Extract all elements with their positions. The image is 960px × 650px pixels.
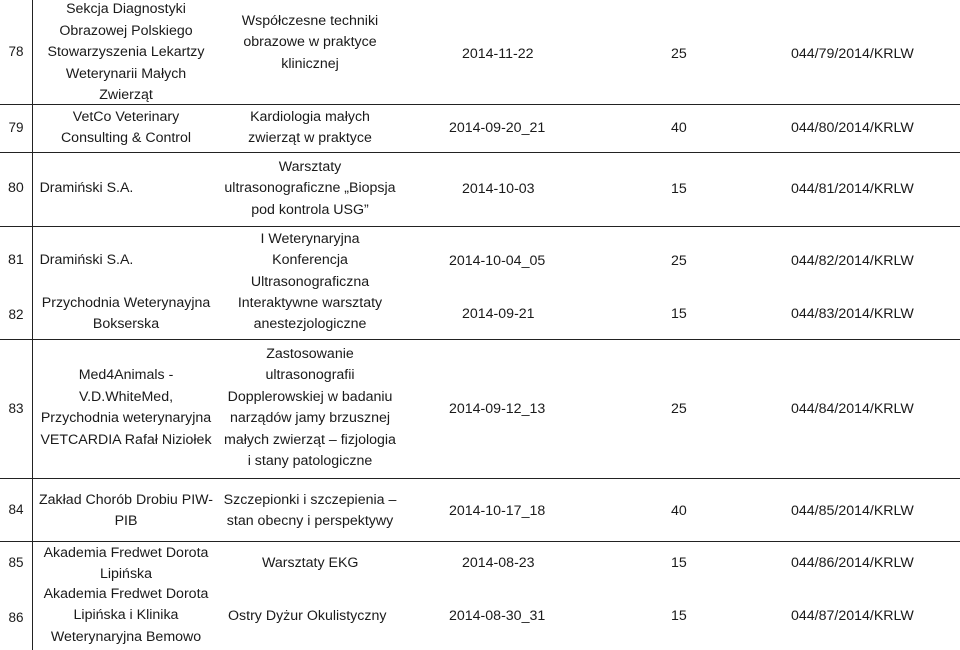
topic-cell: Interaktywne warsztaty anestezjologiczne [237, 294, 383, 332]
column-divider [32, 0, 33, 650]
topic: Warsztaty EKG [262, 555, 359, 571]
table-row [218, 499, 958, 523]
topic: Ostry Dyżur Okulistyczny [228, 608, 387, 624]
hours: 15 [671, 555, 687, 571]
topic-cell: Współczesne techniki obrazowe w praktyce klinicznej [241, 12, 379, 72]
date: 2014-08-30_31 [449, 608, 546, 624]
row-divider [0, 226, 960, 227]
reference-number: 044/83/2014/KRLW [791, 306, 914, 322]
row-number-and-organizer: 81 Dramiński S.A. [8, 252, 134, 269]
table-row [218, 177, 958, 201]
reference-number: 044/80/2014/KRLW [791, 120, 914, 136]
hours: 40 [671, 503, 687, 519]
row-number-and-organizer: 80 Dramiński S.A. [8, 180, 134, 197]
hours: 15 [671, 181, 687, 197]
hours: 25 [671, 401, 687, 417]
hours: 15 [671, 306, 687, 322]
hours: 40 [671, 120, 687, 136]
table-row [218, 397, 958, 421]
row-number: 85 [8, 555, 24, 571]
date: 2014-09-12_13 [449, 401, 546, 417]
row-number: 84 [8, 501, 24, 517]
date: 2014-11-22 [462, 46, 534, 62]
date: 2014-09-20_21 [449, 120, 546, 136]
row-divider [0, 478, 960, 479]
organizer-cell: VetCo Veterinary Consulting & Control [60, 108, 192, 146]
organizer-cell: Przychodnia Weterynayjna Bokserska [41, 294, 211, 332]
table-row [218, 302, 958, 326]
date: 2014-08-23 [462, 555, 535, 571]
reference-number: 044/85/2014/KRLW [791, 503, 914, 519]
organizer-cell: Akademia Fredwet Dorota Lipińska [43, 544, 209, 582]
table-row [218, 249, 958, 273]
organizer-cell: Akademia Fredwet Dorota Lipińska i Klinika Weterynaryjna Bemowo [43, 585, 209, 645]
table-row [218, 42, 958, 66]
hours: 25 [671, 253, 687, 269]
reference-number: 044/84/2014/KRLW [791, 401, 914, 417]
table-row [218, 551, 958, 575]
topic-cell: Zastosowanie ultrasonografii Dopplerowskiej w badaniu narządów jamy brzusznej małych zwierząt – fizjologia i stany patologiczne [224, 345, 396, 469]
reference-number: 044/87/2014/KRLW [791, 608, 914, 624]
table-row [218, 604, 958, 628]
row-number: 82 [8, 307, 24, 323]
topic-cell: I Weterynaryjna Konferencja Ultrasonograficzna [250, 230, 370, 290]
reference-number: 044/79/2014/KRLW [791, 46, 914, 62]
reference-number: 044/86/2014/KRLW [791, 555, 914, 571]
organizer-cell: Med4Animals - V.D.WhiteMed, Przychodnia weterynaryjna VETCARDIA Rafał Niziołek [40, 367, 212, 448]
date: 2014-10-17_18 [449, 503, 546, 519]
topic-cell: Warsztaty ultrasonograficzne „Biopsja pod kontrola USG” [224, 158, 396, 218]
row-number: 78 [8, 44, 24, 60]
organizer-cell: Sekcja Diagnostyki Obrazowej Polskiego Stowarzyszenia Lekartzy Weterynarii Małych Zwierząt [47, 1, 205, 104]
row-number: 83 [8, 400, 24, 416]
date: 2014-09-21 [462, 306, 535, 322]
row-number: 86 [8, 610, 24, 626]
date: 2014-10-03 [462, 181, 535, 197]
organizer-cell: Zakład Chorób Drobiu PIW- PIB [39, 491, 213, 529]
reference-number: 044/81/2014/KRLW [791, 181, 914, 197]
row-divider [0, 339, 960, 340]
row-number: 79 [8, 120, 24, 136]
hours: 25 [671, 46, 687, 62]
topic-cell: Kardiologia małych zwierząt w praktyce [248, 108, 372, 146]
topic-cell: Szczepionki i szczepienia – stan obecny i perspektywy [223, 491, 397, 529]
date: 2014-10-04_05 [449, 253, 546, 269]
reference-number: 044/82/2014/KRLW [791, 253, 914, 269]
hours: 15 [671, 608, 687, 624]
table-row [218, 116, 958, 140]
